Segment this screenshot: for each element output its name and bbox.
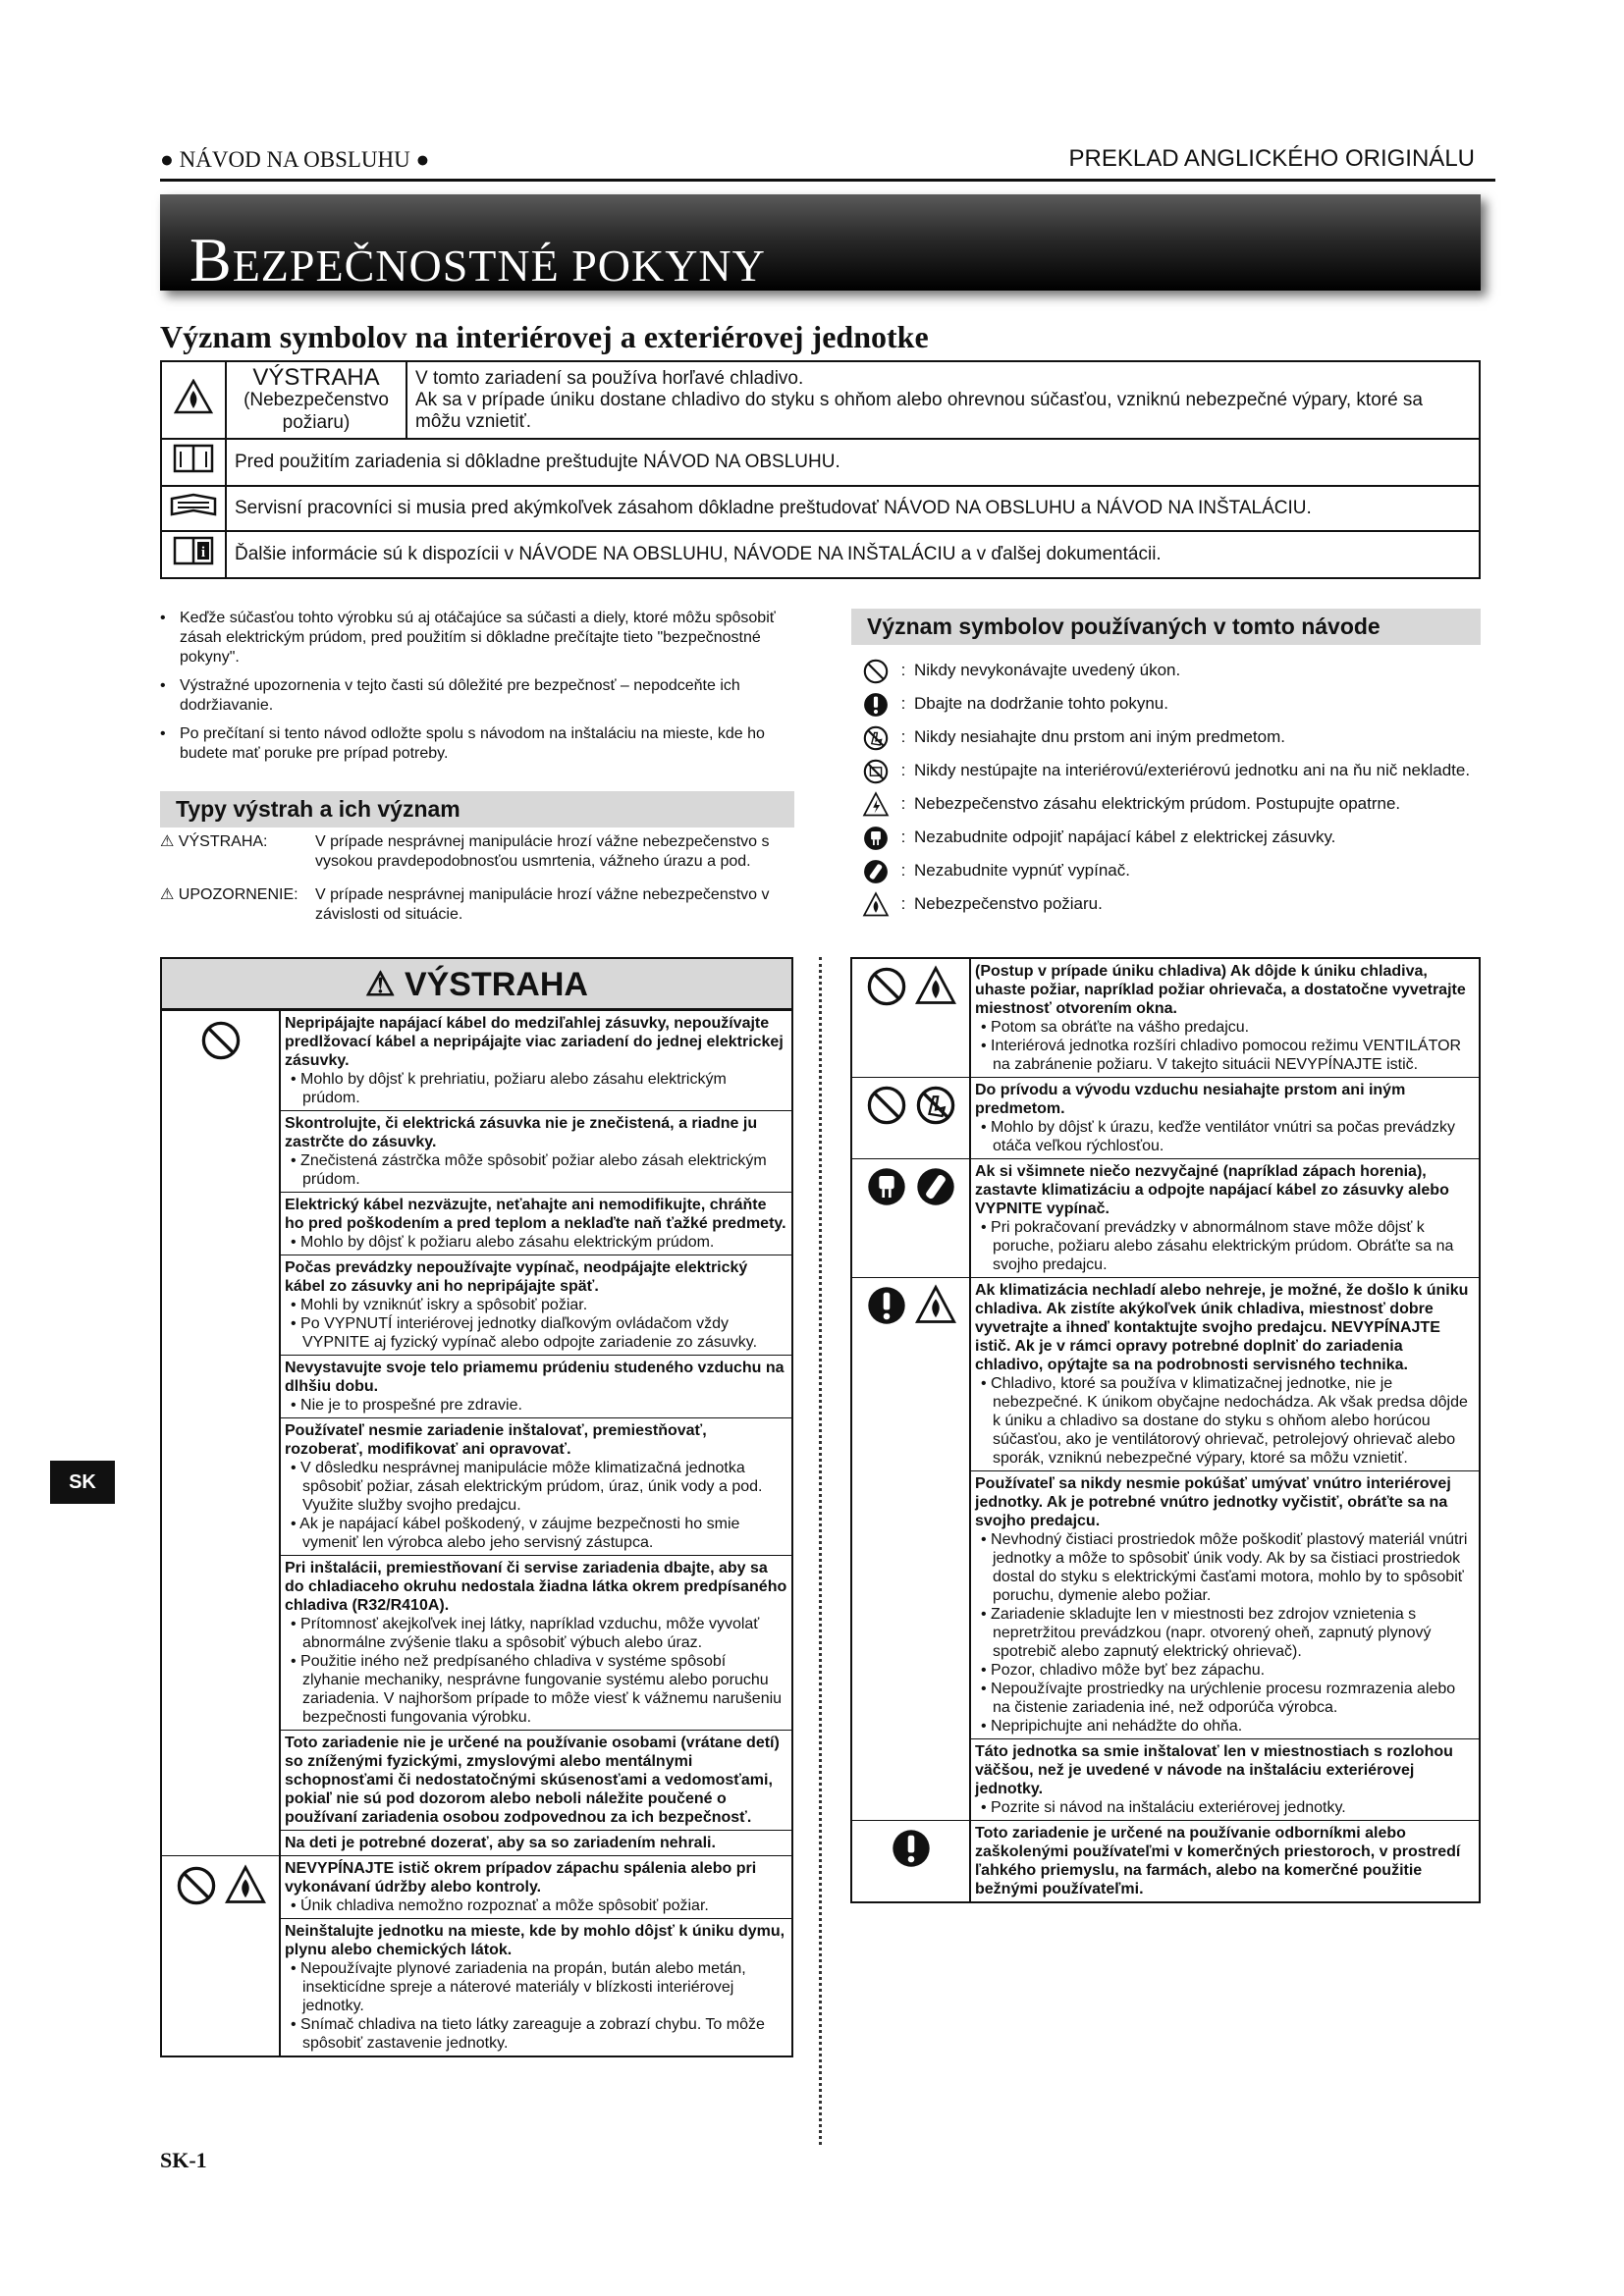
warning-item-note: • Pozrite si návod na inštaláciu exteriérovej jednotky. — [981, 1799, 1346, 1816]
colon: : — [900, 861, 906, 880]
switch-off-icon — [914, 1165, 957, 1208]
list-item: • Po prečítaní si tento návod odložte spolu s návodom na inštaláciu na mieste, kde ho budete mať poruke pre prípad potreby. — [160, 724, 798, 764]
section-title: Význam symbolov na interiérovej a exteriérovej jednotke — [160, 319, 929, 354]
warning-item — [280, 1111, 791, 1193]
warning-type-text: V prípade nesprávnej manipulácie hrozí vážne nebezpečenstvo s vysokou pravdepodobnosťou usmrtenia, vážneho úrazu a pod. — [315, 833, 770, 870]
warning-item-heading: (Postup v prípade úniku chladiva) Ak dôjde k úniku chladiva, uhaste požiar, napríklad požiar ohrievača, a dostatočne vyvetrajte miestnosť otvorením okna. — [975, 963, 1466, 1017]
bullet: • — [981, 1681, 992, 1697]
warning-item — [280, 1731, 791, 1831]
no-step-icon — [859, 758, 893, 791]
symbol-table — [160, 360, 1481, 579]
fire-icon — [914, 965, 957, 1008]
symbol-text: Nikdy nevykonávajte uvedený úkon. — [914, 661, 1181, 679]
symbol-text: Dbajte na dodržanie tohto pokynu. — [914, 694, 1168, 713]
symbol-text: Nezabudnite vypnúť vypínač. — [914, 861, 1130, 880]
bullet: • — [291, 1516, 300, 1532]
bullet: • — [981, 1606, 992, 1623]
warning-item-note: • Mohlo by dôjsť k prehriatiu, požiaru alebo zásahu elektrickým prúdom. — [291, 1071, 727, 1106]
language-tab: SK — [50, 1461, 115, 1504]
warning-item-note: • Ak je napájací kábel poškodený, v záujme bezpečnosti ho smie vymeniť len výrobca alebo jeho servisný zástupca. — [291, 1516, 740, 1551]
right-warning-box — [850, 957, 1481, 1903]
warning-item-heading: Na deti je potrebné dozerať, aby sa so zariadením nehrali. — [285, 1835, 716, 1851]
warning-item-note: • Pri pokračovaní prevádzky v abnormálnom stave môže dôjsť k poruche, požiaru alebo zásahu elektrickým prúdom. Obráťte sa na svojho predajcu. — [981, 1219, 1454, 1273]
warning-item-note: • Zariadenie skladujte len v miestnosti bez zdrojov vznietenia s nepretržitou prevádzkou (napr. otvorený oheň, zapnutý plynový spotrebič alebo zapnutý elektrický ohrievač). — [981, 1606, 1432, 1660]
warning-item-note: • Potom sa obráťte na vášho predajcu. — [981, 1019, 1250, 1036]
symbol-text: Nikdy nesiahajte dnu prstom ani iným predmetom. — [914, 727, 1285, 746]
bullet: • — [981, 1119, 992, 1136]
bullet: • — [981, 1718, 992, 1735]
warning-item — [280, 1011, 791, 1111]
fire-icon — [224, 1864, 267, 1907]
warning-item — [280, 1193, 791, 1255]
bullet: • — [291, 1297, 301, 1313]
bullet: • — [291, 1152, 301, 1169]
warning-item — [970, 1078, 1479, 1159]
bullet: • — [981, 1531, 992, 1548]
warning-type-label: ⚠ VÝSTRAHA: — [160, 833, 268, 850]
svg-text:i: i — [200, 545, 206, 561]
warning-item-note: • Prítomnosť akejkoľvek inej látky, napríklad vzduchu, môže vyvolať abnormálne zvýšenie tlaku a spôsobiť výbuch alebo úraz. — [291, 1616, 760, 1651]
icon-cell — [852, 1078, 970, 1159]
warning-item-heading: Počas prevádzky nepoužívajte vypínač, neodpájajte elektrický kábel zo zásuvky ani ho nepripájajte späť. — [285, 1259, 748, 1295]
warning-item-note: • Mohli by vzniknúť iskry a spôsobiť požiar. — [291, 1297, 588, 1313]
warning-item-note: • Použitie iného než predpísaného chladiva v systéme spôsobí zlyhanie mechaniky, nesprávne fungovanie systému alebo poruchu zariadenia. V najhoršom prípade to môže viesť k vážnemu narušeniu bezpečnosti fungovania výrobku. — [291, 1653, 783, 1726]
bullet: • — [291, 1071, 301, 1088]
warning-item-note: • Chladivo, ktoré sa používa v klimatizačnej jednotke, nie je nebezpečné. K únikom obyčajne nedochádza. Ak však predsa dôjde k úniku a chladivo sa dostane do styku s ohňom alebo horúcou súčasťou, ako je ventilátorový ohrievač, petrolejový ohrievač alebo sporák, vzniknú nebezpečné výpary, ktoré sa môžu vznietiť. — [981, 1375, 1468, 1467]
table-row — [852, 1078, 1479, 1159]
symbol-row — [859, 825, 1481, 858]
prohibited-icon — [865, 965, 908, 1008]
warning-item — [970, 1278, 1479, 1471]
symbol-text: Nezabudnite odpojiť napájací kábel z elektrickej zásuvky. — [914, 828, 1336, 846]
colon: : — [900, 894, 906, 913]
warning-table — [162, 1010, 791, 2056]
warning-item — [280, 1418, 791, 1556]
symbol-row — [859, 791, 1481, 825]
list-item: • Keďže súčasťou tohto výrobku sú aj otáčajúce sa súčasti a diely, ktoré môžu spôsobiť zásah elektrickým prúdom, pred použitím si dôkladne prečítajte tieto "bezpečnostné pokyny". — [160, 609, 798, 667]
icon-cell — [852, 1821, 970, 1902]
warning-item-note: • Nepripichujte ani nehádžte do ohňa. — [981, 1718, 1243, 1735]
table-row — [852, 959, 1479, 1078]
symbol-row — [859, 858, 1481, 891]
no-finger-icon — [914, 1084, 957, 1127]
colon: : — [900, 694, 906, 713]
intro-bullets — [160, 609, 798, 773]
warning-item-heading: Neinštalujte jednotku na mieste, kde by mohlo dôjsť k úniku dymu, plynu alebo chemických látok. — [285, 1923, 785, 1958]
right-warning-table — [852, 959, 1479, 1901]
service-manual-icon — [161, 486, 226, 531]
warning-box — [160, 957, 793, 2057]
warning-item-heading: Elektrický kábel nezväzujte, neťahajte ani nemodifikujte, chráňte ho pred poškodením a pred teplom a neklaďte naň ťažké predmety. — [285, 1197, 786, 1232]
page-number: SK-1 — [160, 2148, 207, 2172]
warning-item-note: • Nepoužívajte prostriedky na urýchlenie procesu rozmrazenia alebo na čistenie zariadenia iné, než odporúča výrobca. — [981, 1681, 1456, 1716]
bullet: • — [291, 1960, 301, 1977]
bullet: • — [291, 1616, 301, 1632]
prohibited-icon — [865, 1084, 908, 1127]
warning-triangle-icon: ⚠ — [160, 833, 175, 850]
info-text: Ďalšie informácie sú k dispozícii v NÁVODE NA OBSLUHU, NÁVODE NA INŠTALÁCIU a v ďalšej dokumentácii. — [226, 531, 1480, 578]
caution-type-label: ⚠ UPOZORNENIE: — [160, 886, 298, 903]
warning-item — [280, 1556, 791, 1731]
unplug-icon — [865, 1165, 908, 1208]
manual-text: Pred použitím zariadenia si dôkladne preštudujte NÁVOD NA OBSLUHU. — [226, 439, 1480, 486]
warning-item-heading: Skontrolujte, či elektrická zásuvka nie je znečistená, a riadne ju zastrčte do zásuvky. — [285, 1115, 758, 1150]
symbol-row — [859, 724, 1481, 758]
mandatory-icon — [859, 691, 893, 724]
warning-item-heading: Nevystavujte svoje telo priamemu prúdeniu studeného vzduchu na dlhšiu dobu. — [285, 1360, 785, 1395]
warning-item — [970, 1739, 1479, 1821]
bullet: • — [291, 1653, 301, 1670]
warning-item-note: • Snímač chladiva na tieto látky zareaguje a zobrazí chybu. To môže spôsobiť zastavenie jednotky. — [291, 2016, 765, 2052]
warning-item-note: • Po VYPNUTÍ interiérovej jednotky diaľkovým ovládačom vždy VYPNITE aj fyzický vypínač alebo odpojte zariadenie zo zásuvky. — [291, 1315, 758, 1351]
icon-cell — [852, 959, 970, 1078]
info-book-icon — [161, 531, 226, 578]
warning-label-cell: VÝSTRAHA (Nebezpečenstvo požiaru) — [226, 361, 406, 439]
warning-item-note: • Nie je to prospešné pre zdravie. — [291, 1397, 522, 1414]
bullet: • — [981, 1375, 992, 1392]
warning-item — [970, 1159, 1479, 1278]
warning-item — [280, 1356, 791, 1418]
warning-item — [970, 1821, 1479, 1902]
bullet: • — [291, 1234, 301, 1251]
symbol-text: Nebezpečenstvo požiaru. — [914, 894, 1103, 913]
warning-item-heading: Pri inštalácii, premiestňovaní či servise zariadenia dbajte, aby sa do chladiaceho okruhu nedostala žiadna látka okrem predpísaného chladiva (R32/R410A). — [285, 1560, 787, 1614]
no-finger-icon — [859, 724, 893, 758]
warning-item-note: • Nepoužívajte plynové zariadenia na propán, bután alebo metán, insekticídne spreje a náterové materiály v blízkosti interiérovej jednotky. — [291, 1960, 746, 2014]
fire-icon — [914, 1284, 957, 1327]
warning-item-heading: Používateľ sa nikdy nesmie pokúšať umývať vnútro interiérovej jednotky. Ak je potrebné vnútro jednotky vyčistiť, obráťte sa na svojho predajcu. — [975, 1475, 1451, 1529]
bullet: • — [981, 1019, 992, 1036]
warning-item-heading: Nepripájajte napájací kábel do medziľahlej zásuvky, nepoužívajte predlžovací kábel a nepripájajte viac zariadení do jednej elektrickej zásuvky. — [285, 1015, 784, 1069]
header-rule — [160, 179, 1495, 182]
switch-off-icon — [859, 858, 893, 891]
warning-item-heading: Ak klimatizácia nechladí alebo nehreje, je možné, že došlo k úniku chladiva. Ak zistíte akýkoľvek únik chladiva, miestnosť dobre vyvetrajte a ihneď kontaktujte svojho predajcu. NEVYPÍNAJTE istič. Ak je v rámci opravy potrebné doplniť do zariadenia chladivo, opýtajte sa na podrobnosti servisného technika. — [975, 1282, 1469, 1373]
table-row — [852, 1159, 1479, 1278]
column-divider — [819, 957, 822, 2145]
header-translation-label: PREKLAD ANGLICKÉHO ORIGINÁLU — [1068, 145, 1475, 172]
banner-title: BEZPEČNOSTNÉ POKYNY — [189, 225, 766, 294]
colon: : — [900, 761, 906, 779]
icon-cell — [852, 1159, 970, 1278]
caution-type-text: V prípade nesprávnej manipulácie hrozí vážne nebezpečenstvo v závislosti od situácie. — [315, 886, 770, 923]
symbols-list — [859, 658, 1481, 925]
warning-item — [280, 1255, 791, 1356]
warning-text-cell: V tomto zariadení sa používa horľavé chladivo. Ak sa v prípade úniku dostane chladivo do styku s ohňom alebo ohrevnou súčasťou, vzniknú nebezpečné výpary, ktoré sa môžu vznietiť. — [406, 361, 1480, 439]
bullet: • — [981, 1038, 992, 1054]
mandatory-icon — [865, 1284, 908, 1327]
warning-item-note: • Mohlo by dôjsť k úrazu, keďže ventilátor vnútri sa počas prevádzky otáča veľkou rýchlosťou. — [981, 1119, 1455, 1154]
warning-triangle-icon: ⚠ — [365, 966, 396, 1003]
symbol-text: Nikdy nestúpajte na interiérovú/exteriérovú jednotku ani na ňu nič nekladte. — [914, 761, 1471, 779]
colon: : — [900, 727, 906, 746]
warning-item — [970, 1471, 1479, 1739]
bullet: • — [981, 1219, 992, 1236]
list-item: • Výstražné upozornenia v tejto časti sú dôležité pre bezpečnosť – nepodceňte ich dodržiavanie. — [160, 676, 798, 716]
warning-item-heading: NEVYPÍNAJTE istič okrem prípadov zápachu spálenia alebo pri vykonávaní údržby alebo kontroly. — [285, 1860, 757, 1896]
bullet: • — [291, 1460, 301, 1476]
icon-cell — [162, 1856, 280, 2056]
warning-item-heading: Ak si všimnete niečo nezvyčajné (napríklad zápach horenia), zastavte klimatizáciu a odpojte napájací kábel zo zásuvky alebo VYPNITE vypínač. — [975, 1163, 1449, 1217]
colon: : — [900, 794, 906, 813]
bullet: • — [291, 1315, 301, 1332]
table-row — [852, 1278, 1479, 1471]
warning-item-note: • V dôsledku nesprávnej manipulácie môže klimatizačná jednotka spôsobiť požiar, zásah elektrickým prúdom, úraz, únik vody a pod. Využite služby svojho predajcu. — [291, 1460, 763, 1514]
warning-item-heading: Táto jednotka sa smie inštalovať len v miestnostiach s rozlohou väčšou, než je uvedené v návode na inštaláciu exteriérovej jednotky. — [975, 1743, 1453, 1797]
warning-item-note: • Pozor, chladivo môže byť bez zápachu. — [981, 1662, 1266, 1679]
symbol-row — [859, 658, 1481, 691]
colon: : — [900, 661, 906, 679]
table-row — [852, 1821, 1479, 1902]
warning-item — [970, 959, 1479, 1078]
symbol-row — [859, 758, 1481, 791]
warning-item-note: • Znečistená zástrčka môže spôsobiť požiar alebo zásah elektrickým prúdom. — [291, 1152, 767, 1188]
bullet: • — [981, 1662, 992, 1679]
icon-cell — [162, 1011, 280, 1856]
bullet: • — [981, 1799, 992, 1816]
bullet: • — [291, 1397, 301, 1414]
manual-book-icon — [161, 439, 226, 486]
symbol-row — [859, 891, 1481, 925]
table-row — [162, 1011, 791, 1111]
caution-triangle-icon: ⚠ — [160, 886, 175, 903]
symbol-row — [859, 691, 1481, 724]
warning-item-note: • Mohlo by dôjsť k požiaru alebo zásahu elektrickým prúdom. — [291, 1234, 715, 1251]
types-list — [160, 832, 798, 938]
fire-icon — [859, 891, 893, 925]
warning-item-note: • Interiérová jednotka rozšíri chladivo pomocou režimu VENTILÁTOR na zabránenie požiaru. V takejto situácii NEVYPÍNAJTE istič. — [981, 1038, 1462, 1073]
mandatory-icon — [890, 1827, 933, 1870]
symbols-heading: Význam symbolov používaných v tomto návode — [851, 609, 1481, 645]
shock-icon — [859, 791, 893, 825]
warning-item-heading: Do prívodu a vývodu vzduchu nesiahajte prstom ani iným predmetom. — [975, 1082, 1406, 1117]
warning-box-title: ⚠ VÝSTRAHA — [162, 959, 791, 1010]
symbol-text: Nebezpečenstvo zásahu elektrickým prúdom. Postupujte opatrne. — [914, 794, 1401, 813]
warning-item-heading: Používateľ nesmie zariadenie inštalovať, premiestňovať, rozoberať, modifikovať ani opravovať. — [285, 1422, 707, 1458]
fire-warning-icon — [161, 361, 226, 439]
icon-cell — [852, 1278, 970, 1821]
unplug-icon — [859, 825, 893, 858]
warning-item — [280, 1856, 791, 1919]
warning-item-heading: Toto zariadenie nie je určené na používanie osobami (vrátane detí) so zníženými fyzickými, zmyslovými alebo mentálnymi schopnosťami či nedostatočnými skúsenosťami a vedomosťami, pokiaľ nie sú pod dozorom alebo neboli náležite poučené o používaní zariadenia osobou zodpovednou za ich bezpečnosť. — [285, 1735, 780, 1826]
bullet: • — [291, 2016, 301, 2033]
bullet: • — [291, 1897, 301, 1914]
prohibited-icon — [199, 1019, 243, 1062]
warning-item — [280, 1831, 791, 1856]
warning-item-note: • Nevhodný čistiaci prostriedok môže poškodiť plastový materiál vnútri jednotky a môže to spôsobiť únik vody. Ak by sa čistiaci prostriedok dostal do styku s elektrickými časťami motora, mohlo by to spôsobiť poruchu, dymenie alebo požiar. — [981, 1531, 1468, 1604]
warning-item-note: • Únik chladiva nemožno rozpoznať a môže spôsobiť požiar. — [291, 1897, 709, 1914]
header-manual-label: ● NÁVOD NA OBSLUHU ● — [160, 147, 430, 172]
colon: : — [900, 828, 906, 846]
table-row — [162, 1856, 791, 1919]
service-text: Servisní pracovníci si musia pred akýmkoľvek zásahom dôkladne preštudovať NÁVOD NA OBSLUHU a NÁVOD NA INŠTALÁCIU. — [226, 486, 1480, 531]
warning-item — [280, 1919, 791, 2056]
prohibited-icon — [175, 1864, 218, 1907]
prohibited-icon — [859, 658, 893, 691]
warning-item-heading: Toto zariadenie je určené na používanie odborníkmi alebo zaškolenými používateľmi v komerčných priestoroch, v prostredí ľahkého priemyslu, na farmách, alebo na komerčné použitie bežnými používateľmi. — [975, 1825, 1461, 1897]
types-heading: Typy výstrah a ich význam — [160, 791, 794, 828]
